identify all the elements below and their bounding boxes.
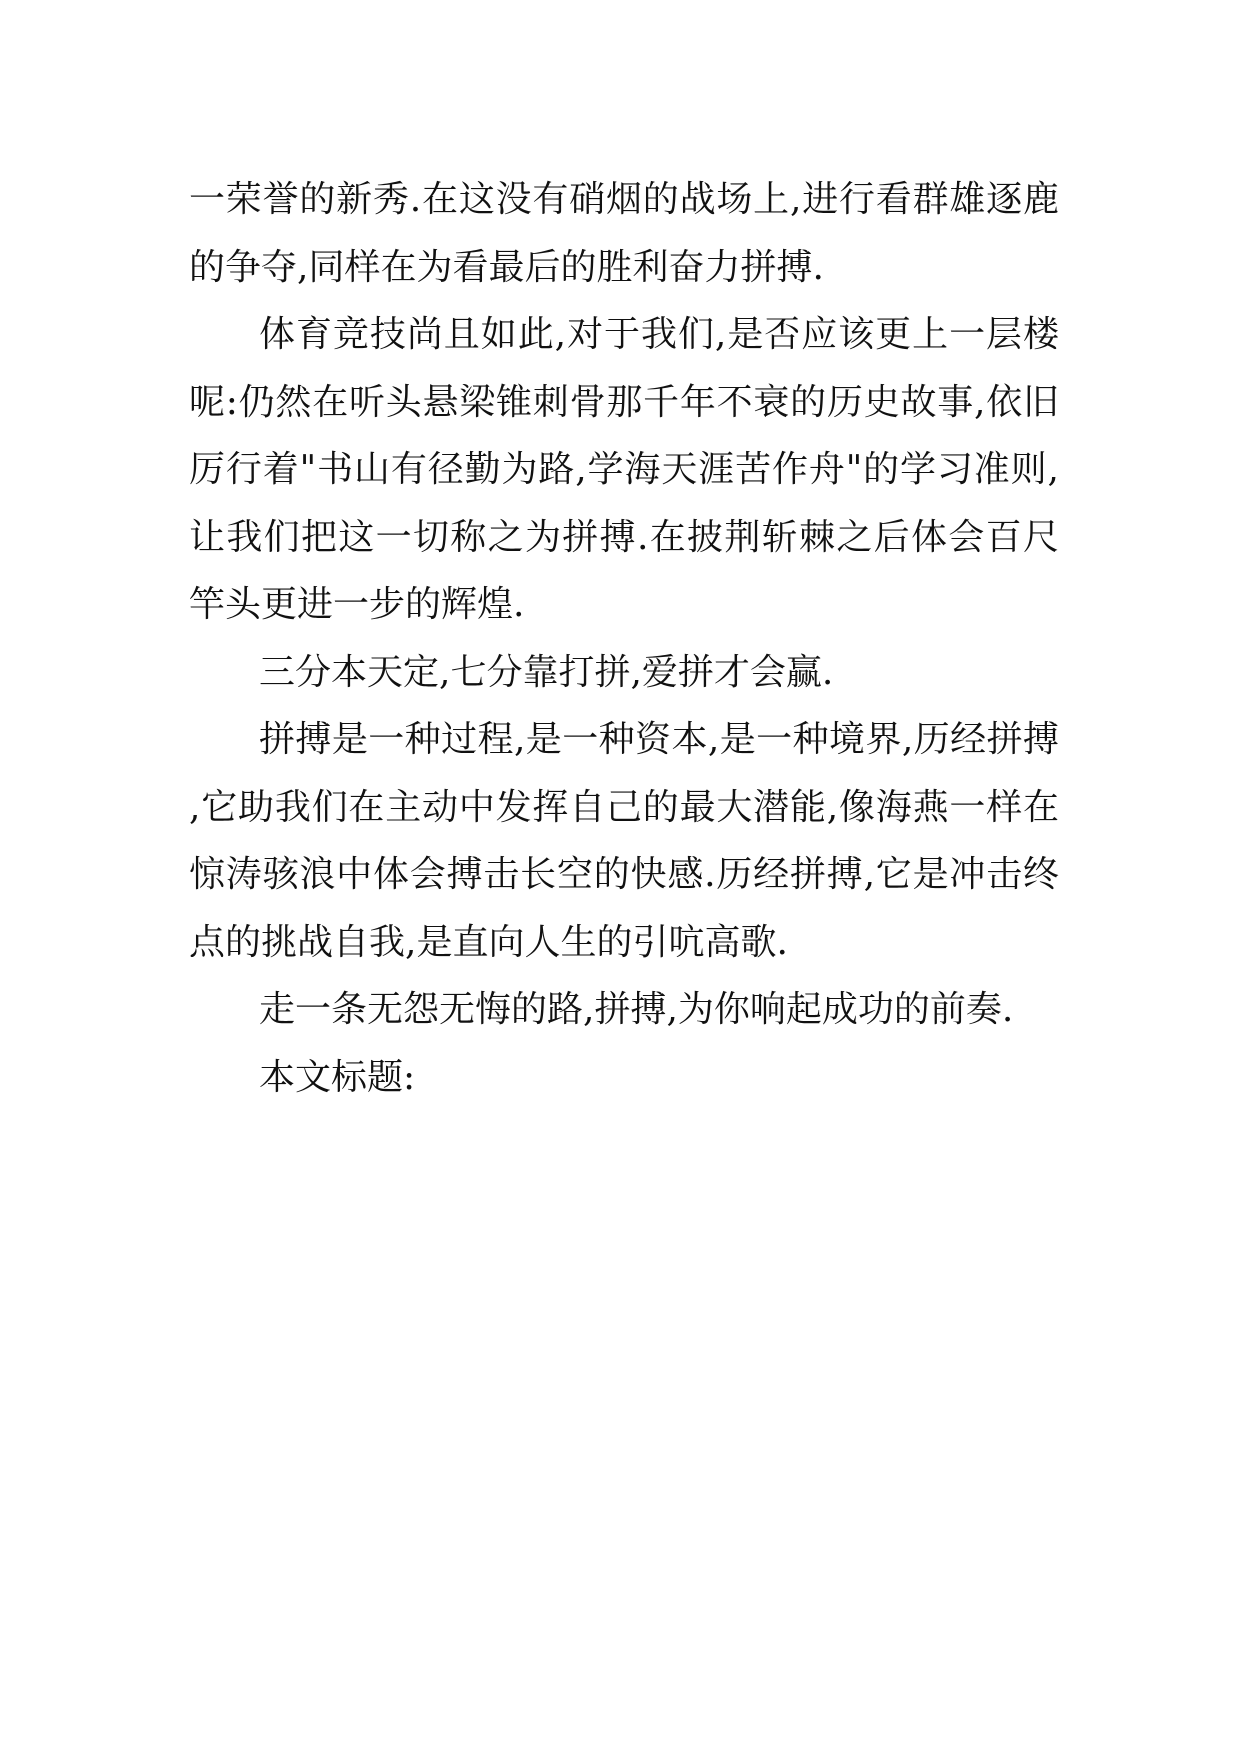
document-body bbox=[189, 166, 1059, 1111]
paragraph-1: 一荣誉的新秀.在这没有硝烟的战场上,进行看群雄逐鹿的争夺,同样在为看最后的胜利奋力拼搏. bbox=[189, 179, 1059, 288]
paragraph-4: 拼搏是一种过程,是一种资本,是一种境界,历经拼搏,它助我们在主动中发挥自己的最大潜能,像海燕一样在惊涛骇浪中体会搏击长空的快感.历经拼搏,它是冲击终点的挑战自我,是直向人生的引吭高歌. bbox=[189, 719, 1059, 963]
paragraph-2: 体育竞技尚且如此,对于我们,是否应该更上一层楼呢:仍然在听头悬梁锥刺骨那千年不衰的历史故事,依旧厉行着"书山有径勤为路,学海天涯苦作舟"的学习准则,让我们把这一切称之为拼搏.在披荆斩棘之后体会百尺竿头更进一步的辉煌. bbox=[189, 314, 1059, 625]
paragraph-3: 三分本天定,七分靠打拼,爱拼才会赢. bbox=[259, 651, 834, 693]
article-title-label: 本文标题: bbox=[259, 1056, 416, 1098]
paragraph-5: 走一条无怨无悔的路,拼搏,为你响起成功的前奏. bbox=[259, 989, 1014, 1030]
